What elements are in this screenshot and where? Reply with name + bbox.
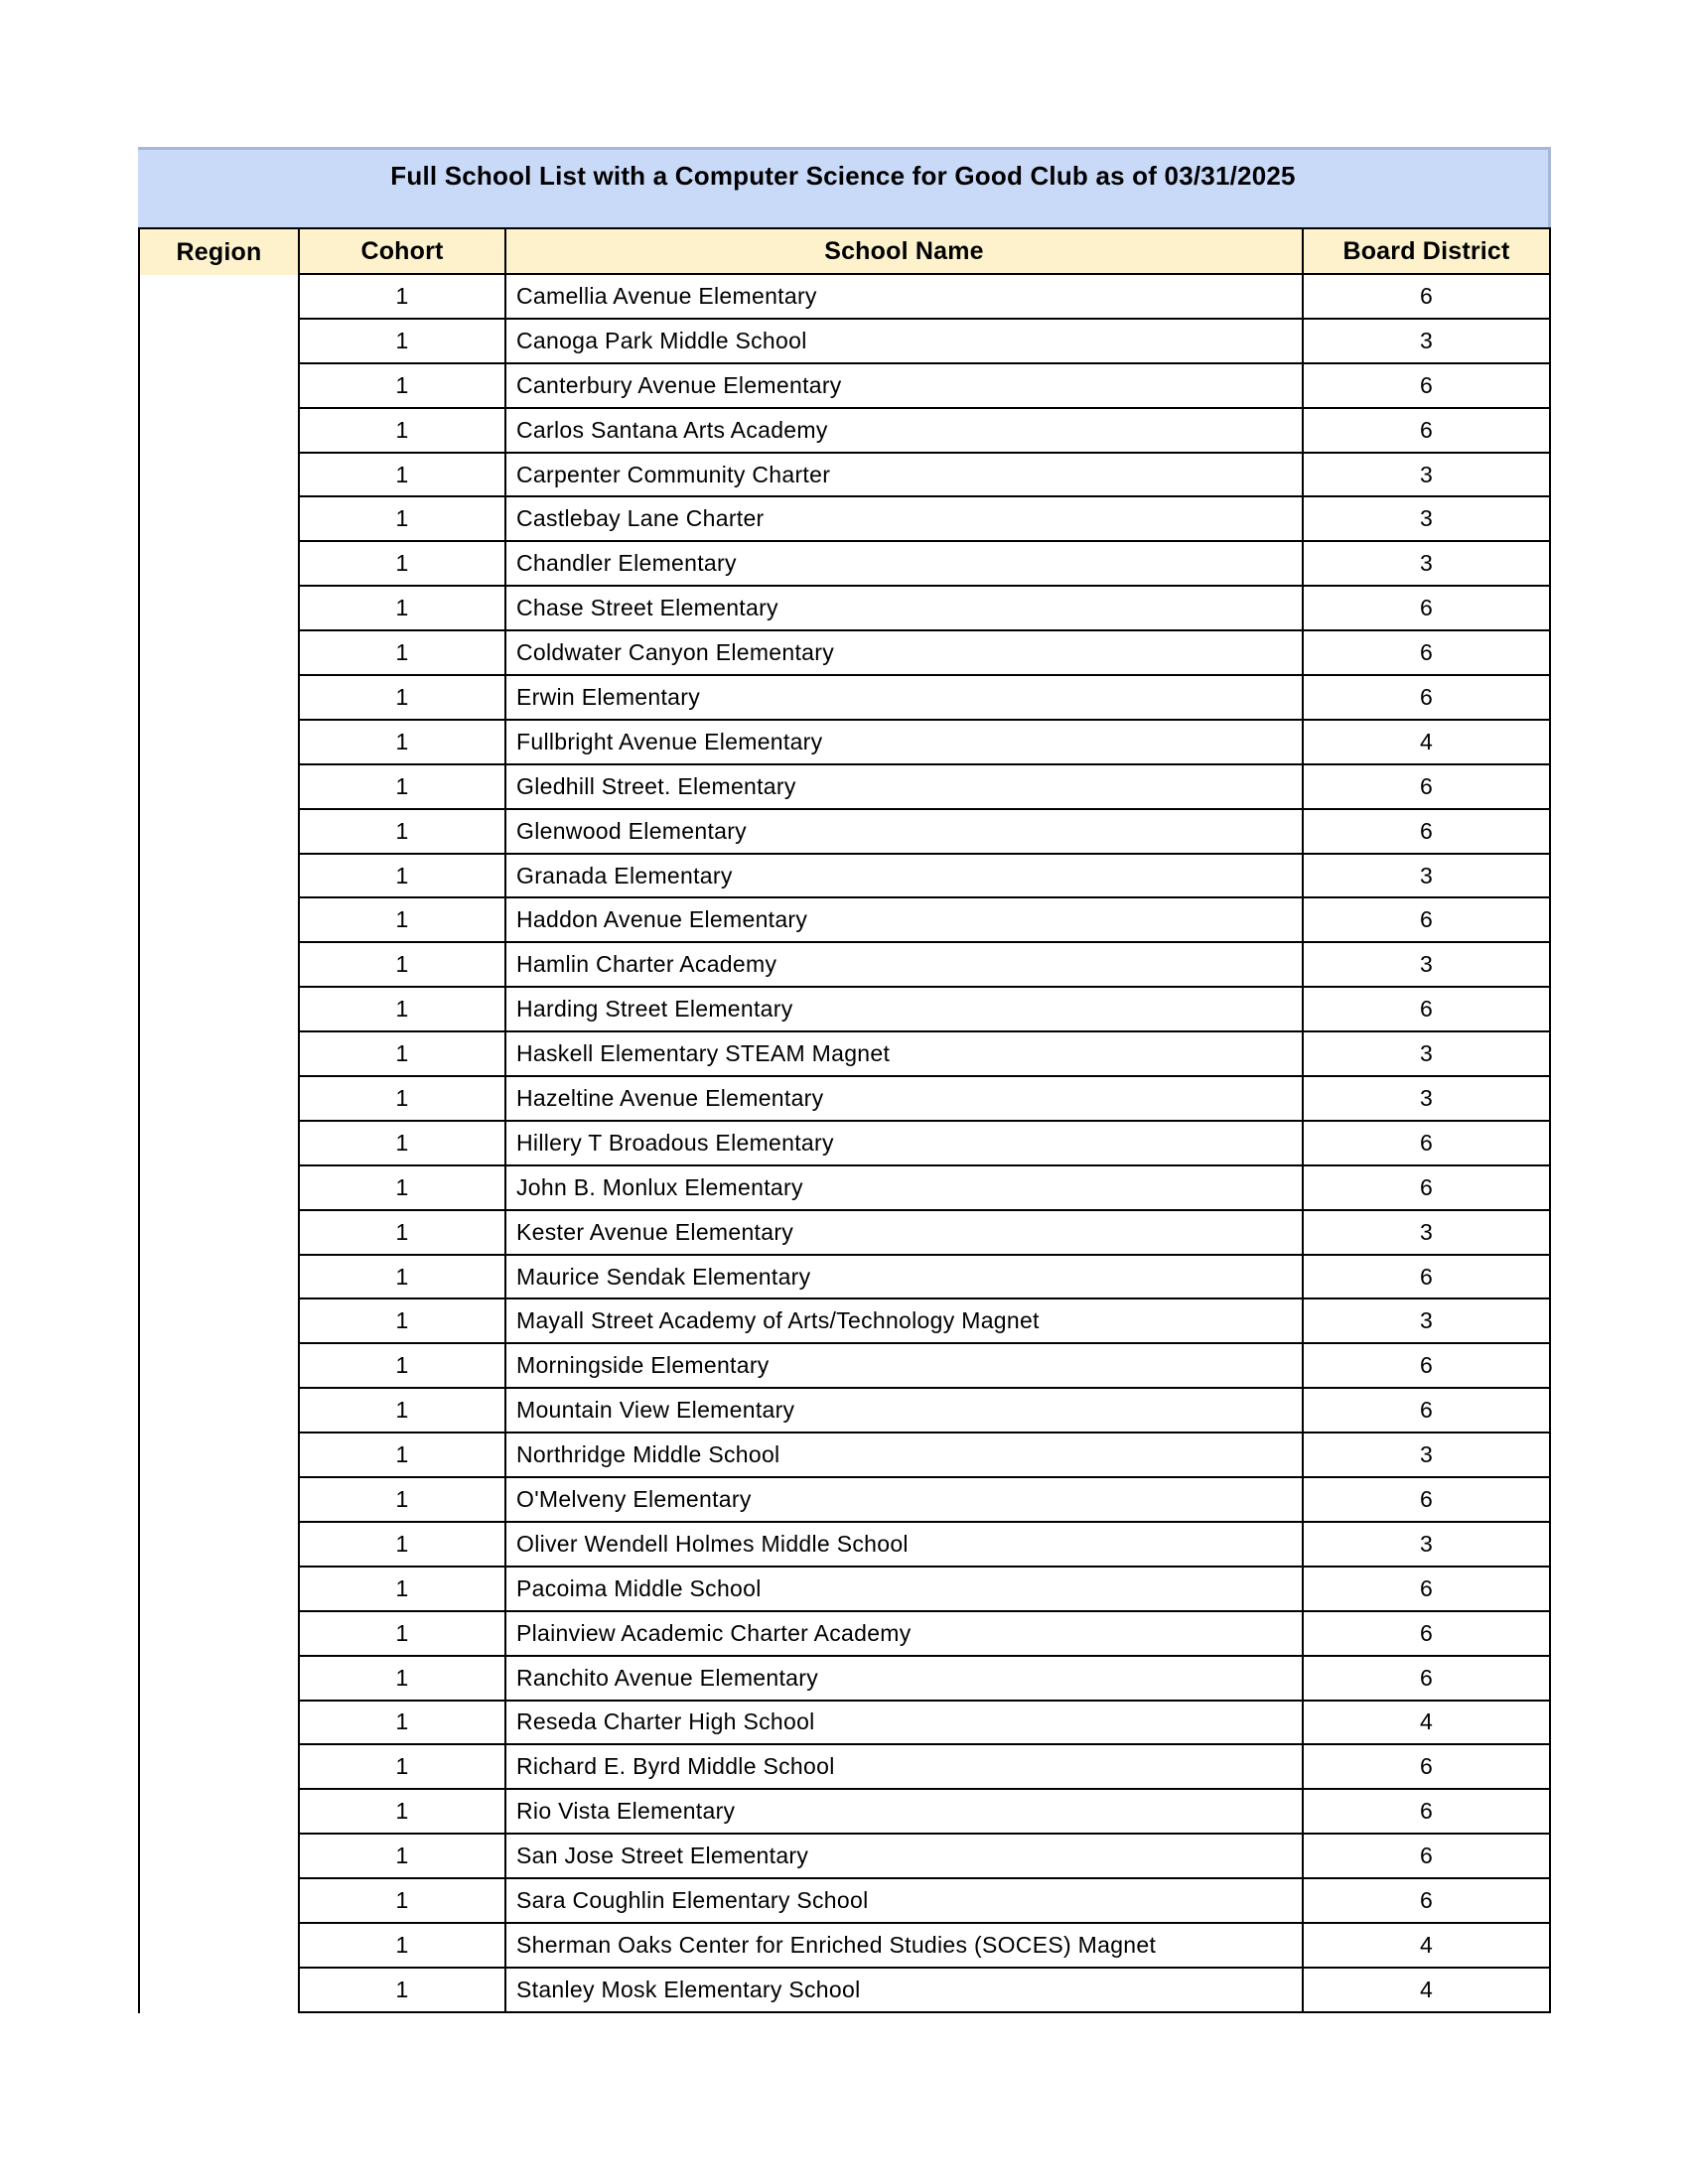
- column-header-region: Region: [140, 229, 298, 275]
- board-district-cell: 4: [1304, 1702, 1551, 1746]
- cohort-cell: 1: [300, 1166, 506, 1211]
- board-district-cell: 3: [1304, 320, 1551, 364]
- cohort-cell: 1: [300, 497, 506, 542]
- board-district-cell: 4: [1304, 1924, 1551, 1969]
- school-name-cell: Rio Vista Elementary: [506, 1790, 1304, 1835]
- school-name-cell: Hillery T Broadous Elementary: [506, 1122, 1304, 1166]
- board-district-cell: 6: [1304, 676, 1551, 721]
- board-district-cell: 3: [1304, 855, 1551, 899]
- region-merged-cell: [140, 275, 298, 2013]
- cohort-cell: 1: [300, 1256, 506, 1300]
- cohort-cell: 1: [300, 1032, 506, 1077]
- school-name-cell: Kester Avenue Elementary: [506, 1211, 1304, 1256]
- school-name-cell: Hamlin Charter Academy: [506, 943, 1304, 988]
- school-name-cell: Hazeltine Avenue Elementary: [506, 1077, 1304, 1122]
- cohort-cell: 1: [300, 1657, 506, 1702]
- cohort-cell: 1: [300, 1612, 506, 1657]
- cohort-cell: 1: [300, 1077, 506, 1122]
- school-name-cell: Morningside Elementary: [506, 1344, 1304, 1389]
- board-district-cell: 6: [1304, 765, 1551, 810]
- school-name-cell: Northridge Middle School: [506, 1433, 1304, 1478]
- board-district-cell: 3: [1304, 1299, 1551, 1344]
- school-name-cell: Granada Elementary: [506, 855, 1304, 899]
- table-title-bar: [138, 147, 1551, 227]
- cohort-cell: 1: [300, 1478, 506, 1523]
- cohort-cell: 1: [300, 1299, 506, 1344]
- school-name-cell: Haskell Elementary STEAM Magnet: [506, 1032, 1304, 1077]
- cohort-cell: 1: [300, 1344, 506, 1389]
- board-district-cell: 4: [1304, 1969, 1551, 2013]
- cohort-cell: 1: [300, 676, 506, 721]
- cohort-cell: 1: [300, 898, 506, 943]
- school-name-cell: Carpenter Community Charter: [506, 454, 1304, 498]
- board-district-cell: 3: [1304, 497, 1551, 542]
- school-name-cell: Chandler Elementary: [506, 542, 1304, 587]
- cohort-cell: 1: [300, 855, 506, 899]
- school-name-cell: Glenwood Elementary: [506, 810, 1304, 855]
- column-header-school-name: School Name: [506, 229, 1304, 275]
- school-name-cell: Camellia Avenue Elementary: [506, 275, 1304, 320]
- cohort-cell: 1: [300, 1879, 506, 1924]
- table-grid: [300, 229, 1551, 2013]
- cohort-cell: 1: [300, 454, 506, 498]
- cohort-cell: 1: [300, 320, 506, 364]
- cohort-cell: 1: [300, 721, 506, 765]
- region-column: [138, 229, 300, 2013]
- school-name-cell: Haddon Avenue Elementary: [506, 898, 1304, 943]
- board-district-cell: 3: [1304, 454, 1551, 498]
- school-name-cell: Maurice Sendak Elementary: [506, 1256, 1304, 1300]
- board-district-cell: 6: [1304, 409, 1551, 454]
- school-name-cell: Pacoima Middle School: [506, 1568, 1304, 1612]
- cohort-cell: 1: [300, 1211, 506, 1256]
- school-name-cell: Erwin Elementary: [506, 676, 1304, 721]
- cohort-cell: 1: [300, 631, 506, 676]
- cohort-cell: 1: [300, 943, 506, 988]
- board-district-cell: 6: [1304, 1790, 1551, 1835]
- school-name-cell: John B. Monlux Elementary: [506, 1166, 1304, 1211]
- board-district-cell: 6: [1304, 988, 1551, 1032]
- board-district-cell: 6: [1304, 275, 1551, 320]
- board-district-cell: 6: [1304, 631, 1551, 676]
- school-name-cell: Sherman Oaks Center for Enriched Studies (SOCES) Magnet: [506, 1924, 1304, 1969]
- board-district-cell: 6: [1304, 1657, 1551, 1702]
- column-header-board-district: Board District: [1304, 229, 1551, 275]
- board-district-cell: 6: [1304, 810, 1551, 855]
- school-name-cell: Plainview Academic Charter Academy: [506, 1612, 1304, 1657]
- cohort-cell: 1: [300, 1702, 506, 1746]
- school-list-table: [138, 227, 1551, 2013]
- school-name-cell: Ranchito Avenue Elementary: [506, 1657, 1304, 1702]
- board-district-cell: 3: [1304, 1523, 1551, 1568]
- cohort-cell: 1: [300, 1924, 506, 1969]
- board-district-cell: 3: [1304, 1077, 1551, 1122]
- school-name-cell: Oliver Wendell Holmes Middle School: [506, 1523, 1304, 1568]
- cohort-cell: 1: [300, 1122, 506, 1166]
- table-title: Full School List with a Computer Science for Good Club as of 03/31/2025: [390, 161, 1296, 191]
- board-district-cell: 3: [1304, 943, 1551, 988]
- board-district-cell: 4: [1304, 721, 1551, 765]
- cohort-cell: 1: [300, 765, 506, 810]
- board-district-cell: 6: [1304, 1612, 1551, 1657]
- board-district-cell: 6: [1304, 1166, 1551, 1211]
- school-name-cell: Carlos Santana Arts Academy: [506, 409, 1304, 454]
- school-name-cell: Richard E. Byrd Middle School: [506, 1745, 1304, 1790]
- school-name-cell: Gledhill Street. Elementary: [506, 765, 1304, 810]
- school-name-cell: Canterbury Avenue Elementary: [506, 364, 1304, 409]
- school-name-cell: Reseda Charter High School: [506, 1702, 1304, 1746]
- board-district-cell: 6: [1304, 1835, 1551, 1879]
- school-name-cell: Sara Coughlin Elementary School: [506, 1879, 1304, 1924]
- board-district-cell: 6: [1304, 1745, 1551, 1790]
- cohort-cell: 1: [300, 988, 506, 1032]
- board-district-cell: 3: [1304, 1032, 1551, 1077]
- cohort-cell: 1: [300, 1745, 506, 1790]
- board-district-cell: 3: [1304, 1433, 1551, 1478]
- board-district-cell: 6: [1304, 364, 1551, 409]
- board-district-cell: 3: [1304, 542, 1551, 587]
- board-district-cell: 6: [1304, 1389, 1551, 1433]
- board-district-cell: 6: [1304, 1568, 1551, 1612]
- school-name-cell: O'Melveny Elementary: [506, 1478, 1304, 1523]
- school-name-cell: Harding Street Elementary: [506, 988, 1304, 1032]
- school-name-cell: Mountain View Elementary: [506, 1389, 1304, 1433]
- school-name-cell: Chase Street Elementary: [506, 587, 1304, 631]
- board-district-cell: 6: [1304, 1256, 1551, 1300]
- column-header-cohort: Cohort: [300, 229, 506, 275]
- board-district-cell: 6: [1304, 1122, 1551, 1166]
- board-district-cell: 6: [1304, 898, 1551, 943]
- cohort-cell: 1: [300, 810, 506, 855]
- school-name-cell: Mayall Street Academy of Arts/Technology Magnet: [506, 1299, 1304, 1344]
- cohort-cell: 1: [300, 275, 506, 320]
- school-name-cell: Coldwater Canyon Elementary: [506, 631, 1304, 676]
- cohort-cell: 1: [300, 409, 506, 454]
- school-name-cell: San Jose Street Elementary: [506, 1835, 1304, 1879]
- cohort-cell: 1: [300, 1969, 506, 2013]
- school-name-cell: Stanley Mosk Elementary School: [506, 1969, 1304, 2013]
- board-district-cell: 6: [1304, 1879, 1551, 1924]
- cohort-cell: 1: [300, 1568, 506, 1612]
- cohort-cell: 1: [300, 542, 506, 587]
- cohort-cell: 1: [300, 1523, 506, 1568]
- cohort-cell: 1: [300, 364, 506, 409]
- school-name-cell: Fullbright Avenue Elementary: [506, 721, 1304, 765]
- board-district-cell: 6: [1304, 1478, 1551, 1523]
- school-name-cell: Castlebay Lane Charter: [506, 497, 1304, 542]
- board-district-cell: 6: [1304, 1344, 1551, 1389]
- cohort-cell: 1: [300, 1389, 506, 1433]
- cohort-cell: 1: [300, 1790, 506, 1835]
- board-district-cell: 3: [1304, 1211, 1551, 1256]
- cohort-cell: 1: [300, 587, 506, 631]
- cohort-cell: 1: [300, 1433, 506, 1478]
- school-name-cell: Canoga Park Middle School: [506, 320, 1304, 364]
- board-district-cell: 6: [1304, 587, 1551, 631]
- cohort-cell: 1: [300, 1835, 506, 1879]
